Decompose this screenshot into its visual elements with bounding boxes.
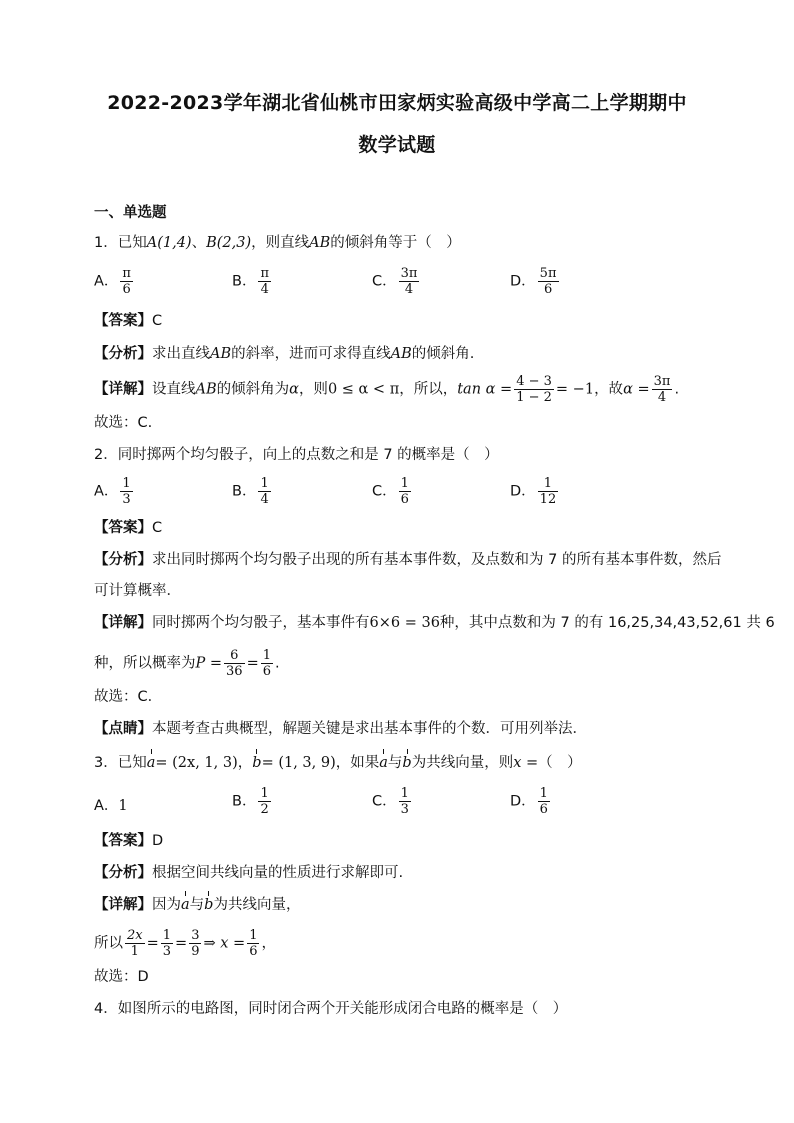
q2-option-b: B． $\frac{1}{4}$ (232, 476, 269, 507)
point-a: A(1,4) (146, 235, 192, 251)
q3-answer: 【答案】D (94, 833, 164, 849)
vector-a: a (147, 752, 156, 774)
q1-option-a: A． $\frac{\pi}{6}$ (94, 266, 131, 297)
q2-analysis-line1: 【分析】求出同时掷两个均匀骰子出现的所有基本事件数，及点数和为 7 的所有基本事件数，然后 (94, 552, 722, 568)
q3-choose: 故选：D (94, 969, 149, 985)
point-b: B(2,3) (206, 235, 252, 251)
q3-detail: 【详解】因为a与b为共线向量， (94, 894, 734, 916)
q1-option-c: C． $\frac{3\pi}{4}$ (372, 266, 418, 297)
q3-equation: 所以 $\frac{2x}{1}$ = $\frac{1}{3}$ = $\frac{3}{9}$ ⇒ x = $\frac{1}{6}$ ， (94, 928, 276, 959)
q3-analysis: 【分析】根据空间共线向量的性质进行求解即可. (94, 865, 404, 881)
q3-option-c: C． $\frac{1}{3}$ (372, 786, 409, 817)
q3-option-b: B． $\frac{1}{2}$ (232, 786, 269, 817)
q1-answer: 【答案】C (94, 313, 163, 329)
q3-option-a: A．1 (94, 798, 128, 814)
q2-detail-line2: 种，所以概率为P = $\frac{6}{36}$ = $\frac{1}{6}$ . (94, 648, 280, 679)
q2-comment: 【点睛】本题考查古典概型，解题关键是求出基本事件的个数．可用列举法． (94, 721, 587, 737)
q2-answer: 【答案】C (94, 520, 163, 536)
document-title-line1: 2022-2023学年湖北省仙桃市田家炳实验高级中学高二上学期期中 (107, 92, 687, 114)
q2-option-c: C． $\frac{1}{6}$ (372, 476, 409, 507)
q1-stem: 1．已知A(1,4)、B(2,3)，则直线AB的倾斜角等于（ ） (94, 235, 461, 251)
vector-b: b (252, 752, 261, 774)
q2-stem: 2．同时掷两个均匀骰子，向上的点数之和是 7 的概率是（ ） (94, 447, 499, 463)
q1-choose: 故选：C. (94, 415, 153, 431)
document-title-line2: 数学试题 (358, 134, 436, 156)
q1-option-d: D． $\frac{5\pi}{6}$ (510, 266, 557, 297)
q3-stem: 3．已知a= (2x, 1, 3)，b= (1, 3, 9)，如果a与b为共线向量，则x =（ ） (94, 752, 734, 774)
q2-option-d: D． $\frac{1}{12}$ (510, 476, 557, 507)
q1-option-b: B． $\frac{\pi}{4}$ (232, 266, 269, 297)
q2-option-a: A． $\frac{1}{3}$ (94, 476, 131, 507)
q2-choose: 故选：C． (94, 689, 163, 705)
q3-option-d: D． $\frac{1}{6}$ (510, 786, 548, 817)
q1-detail: 【详解】设直线AB的倾斜角为α，则0 ≤ α < π，所以，tan α = $\frac{4 - 3}{1 - 2}$ = −1，故α = $\frac{3\pi}{4}$ . (94, 374, 680, 405)
q1-analysis: 【分析】求出直线AB的斜率，进而可求得直线AB的倾斜角. (94, 346, 475, 362)
q2-detail-line1: 【详解】同时掷两个均匀骰子，基本事件有6×6 = 36种，其中点数和为 7 的有 16,25,34,43,52,61 共 6 (94, 615, 775, 631)
q4-stem: 4．如图所示的电路图，同时闭合两个开关能形成闭合电路的概率是（ ） (94, 1001, 568, 1017)
section-heading: 一、单选题 (94, 205, 167, 221)
q2-analysis-line2: 可计算概率． (94, 583, 181, 599)
